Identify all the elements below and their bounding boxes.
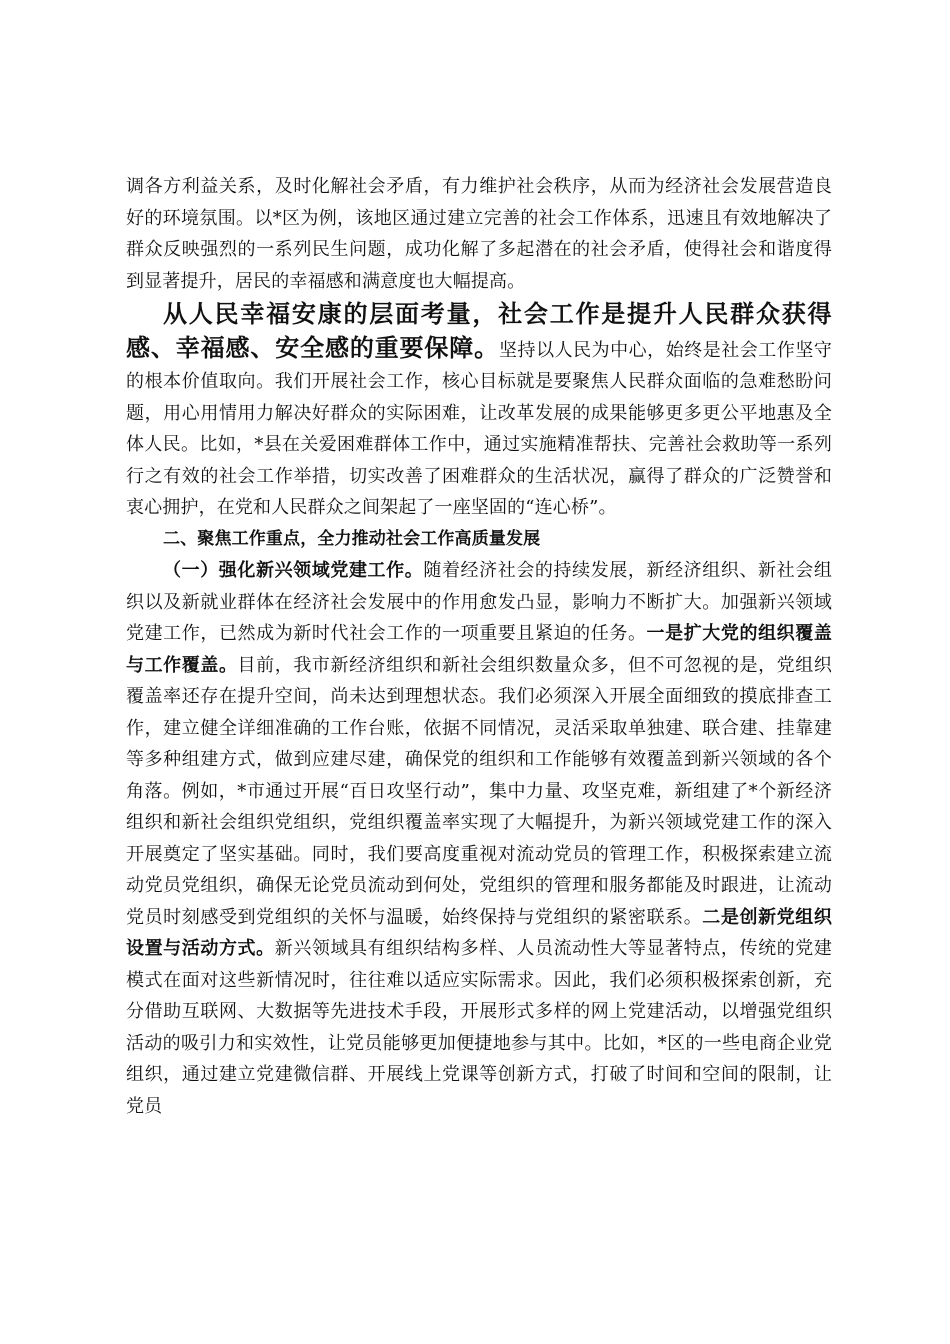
paragraph-text: 随着经济社会的持续发展，新经济组织、新社会组织以及新就业群体在经济社会发展中的作用愈发凸显，影响力不断扩大。加强新兴领域党建工作，已然成为新时代社会工作的一项重要且紧迫的任务。 [126, 560, 832, 644]
paragraph-text: 调各方利益关系，及时化解社会矛盾，有力维护社会秩序，从而为经济社会发展营造良好的环境氛围。以*区为例，该地区通过建立完善的社会工作体系，迅速且有效地解决了群众反映强烈的一系列民生问题，成功化解了多起潜在的社会矛盾，使得社会和谐度得到显著提升，居民的幸福感和满意度也大幅提高。 [126, 176, 832, 292]
paragraph-new-field-party-building [126, 555, 832, 1122]
paragraph-people-wellbeing [126, 299, 832, 524]
document-body [126, 171, 832, 1122]
subsection-heading: （一）强化新兴领域党建工作。 [163, 560, 424, 581]
point-one-heading: 一是扩大党的组织覆盖与工作覆盖。 [126, 623, 832, 676]
section-heading-2: 二、聚焦工作重点，全力推动社会工作高质量发展 [163, 528, 541, 549]
paragraph-text: 新兴领域具有组织结构多样、人员流动性大等显著特点，传统的党建模式在面对这些新情况时，往往难以适应实际需求。因此，我们必须积极探索创新，充分借助互联网、大数据等先进技术手段，开展形式多样的网上党建活动，以增强党组织活动的吸引力和实效性，让党员能够更加便捷地参与其中。比如，*区的一些电商企业党组织，通过建立党建微信群、开展线上党课等创新方式，打破了时间和空间的限制，让党员 [126, 938, 833, 1117]
paragraph-social-order [126, 171, 832, 297]
paragraph-lead-sentence: 从人民幸福安康的层面考量，社会工作是提升人民群众获得感、幸福感、安全感的重要保障。 [126, 300, 832, 362]
point-two-heading: 二是创新党组织设置与活动方式。 [126, 906, 832, 959]
paragraph-text: 坚持以人民为中心，始终是社会工作坚守的根本价值取向。我们开展社会工作，核心目标就是要聚焦人民群众面临的急难愁盼问题，用心用情用力解决好群众的实际困难，让改革发展的成果能够更多更公平地惠及全体人民。比如，*县在关爱困难群体工作中，通过实施精准帮扶、完善社会救助等一系列行之有效的社会工作举措，切实改善了困难群众的生活状况，赢得了群众的广泛赞誉和衷心拥护，在党和人民群众之间架起了一座坚固的“连心桥”。 [126, 339, 832, 518]
paragraph-text: 目前，我市新经济组织和新社会组织数量众多，但不可忽视的是，党组织覆盖率还存在提升空间，尚未达到理想状态。我们必须深入开展全面细致的摸底排查工作，建立健全详细准确的工作台账，依据不同情况，灵活采取单独建、联合建、挂靠建等多种组建方式，做到应建尽建，确保党的组织和工作能够有效覆盖到新兴领域的各个角落。例如，*市通过开展“百日攻坚行动”，集中力量、攻坚克难，新组建了*个新经济组织和新社会组织党组织，党组织覆盖率实现了大幅提升，为新兴领域党建工作的深入开展奠定了坚实基础。同时，我们要高度重视对流动党员的管理工作，积极探索建立流动党员党组织，确保无论党员流动到何处，党组织的管理和服务都能及时跟进，让流动党员时刻感受到党组织的关怀与温暖，始终保持与党组织的紧密联系。 [126, 654, 832, 928]
